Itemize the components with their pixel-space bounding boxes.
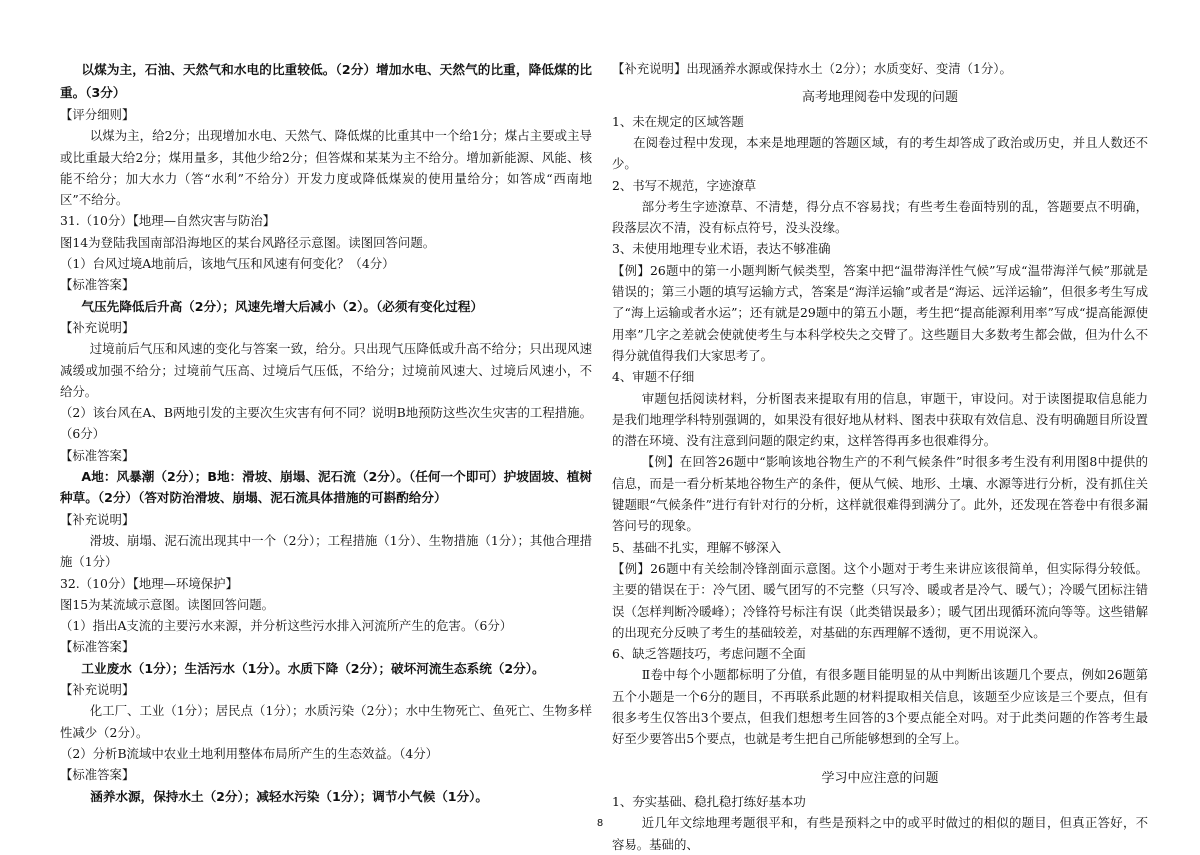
question-31-part-2: （2）该台风在A、B两地引发的主要次生灾害有何不同？说明B地预防这些次生灾害的工程措施。（6分） — [60, 405, 592, 442]
standard-answer-label: 【标准答案】 — [60, 767, 135, 783]
problem-2-title: 2、书写不规范，字迹潦草 — [612, 177, 757, 193]
question-32-part-1-answer: 工业废水（1分）；生活污水（1分）。水质下降（2分）；破坏河流生态系统（2分）。 — [81, 660, 545, 676]
question-32-part-1: （1）指出A支流的主要污水来源，并分析这些污水排入河流所产生的危害。（6分） — [60, 618, 513, 634]
standard-answer-label: 【标准答案】 — [60, 447, 135, 463]
problem-4-text-2: 【例】在回答26题中“影响该地谷物生产的不利气候条件”时很多考生没有利用图8中提供的信息，而是一看分析某地谷物生产的条件，便从气候、地形、土壤、水源等进行分析，没有抓住关键题眼“气候条件”进行有针对行的分析，这样就很难得到满分了。此外，还发现在答卷中有很多漏答问号的现象。 — [612, 454, 1148, 534]
standard-answer-label: 【标准答案】 — [60, 639, 135, 655]
left-column — [60, 58, 592, 807]
supplement-label: 【补充说明】 — [60, 682, 135, 698]
supplement-top: 【补充说明】出现涵养水源或保持水土（2分）；水质变好、变清（1分）。 — [612, 61, 1012, 76]
question-31-part-1-answer: 气压先降低后升高（2分）；风速先增大后减小（2）。（必须有变化过程） — [81, 298, 484, 314]
question-31-title: 31.（10分）【地理—自然灾害与防治】 — [60, 213, 276, 229]
question-31-stem: 图14为登陆我国南部沿海地区的某台风路径示意图。读图回答问题。 — [60, 234, 436, 250]
question-31-part-2-answer: A地：风暴潮（2分）；B地：滑坡、崩塌、泥石流（2分）。（任何一个即可）护坡固坡、植树种草。（2分）（答对防治滑坡、崩塌、泥石流具体措施的可斟酌给分） — [60, 469, 592, 506]
question-32-part-2-answer: 涵养水源，保持水土（2分）；减轻水污染（1分）；调节小气候（1分）。 — [90, 788, 489, 804]
right-column — [612, 58, 1148, 855]
problem-6-title: 6、缺乏答题技巧，考虑问题不全面 — [612, 646, 806, 662]
scoring-detail-text: 以煤为主，给2分；出现增加水电、天然气、降低煤的比重其中一个给1分；煤占主要或主导或比重最大给2分；煤用量多，其他少给2分；但答煤和某某为主不给分。增加新能源、风能、核能不给分；加大水力（答“水利”不给分）开发力度或降低煤炭的使用量给分；如答成“西南地区”不给分。 — [60, 128, 592, 208]
question-32-part-1-supplement: 化工厂、工业（1分）；居民点（1分）；水质污染（2分）；水中生物死亡、鱼死亡、生物多样性减少（2分）。 — [60, 703, 592, 740]
problem-4-title: 4、审题不仔细 — [612, 369, 695, 385]
problem-1-text: 在阅卷过程中发现，本来是地理题的答题区域，有的考生却答成了政治或历史，并且人数还不少。 — [612, 135, 1148, 172]
problem-6-text: Ⅱ卷中每个小题都标明了分值，有很多题目能明显的从中判断出该题几个要点，例如26题第五个小题是一个6分的题目，不再联系此题的材料提取相关信息，该题至少应该是三个要点，但有很多考生仅答出3个要点，但我们想想考生回答的3个要点能全对吗。对于此类问题的作答考生最好至少要答出5个要点，也就是考生把自己所能够想到的全写上。 — [612, 667, 1148, 747]
supplement-label: 【补充说明】 — [60, 511, 135, 527]
supplement-label: 【补充说明】 — [60, 319, 135, 335]
question-31-part-1: （1）台风过境A地前后，该地气压和风速有何变化？（4分） — [60, 256, 395, 272]
problem-4-text-1: 审题包括阅读材料，分析图表来提取有用的信息，审题干，审设问。对于读图提取信息能力是我们地理学科特别强调的，如果没有很好地从材料、图表中获取有效信息、没有明确题目所设置的潜在环境、没有注意到问题的限定约束，这样答得再多也很难得分。 — [612, 390, 1148, 449]
problem-3-title: 3、未使用地理专业术语，表达不够准确 — [612, 241, 831, 257]
question-31-part-1-supplement: 过境前后气压和风速的变化与答案一致，给分。只出现气压降低或升高不给分；只出现风速减缓或加强不给分；过境前气压高、过境后气压低，不给分；过境前风速大、过境后风速小，不给分。 — [60, 341, 592, 399]
answer-energy-structure: 以煤为主，石油、天然气和水电的比重较低。（2分）增加水电、天然气的比重，降低煤的比重。（3分） — [60, 62, 592, 100]
scoring-detail-label: 【评分细则】 — [60, 107, 135, 122]
question-32-part-2: （2）分析B流域中农业土地利用整体布局所产生的生态效益。（4分） — [60, 745, 438, 761]
problem-5-text: 【例】26题中有关绘制冷锋剖面示意图。这个小题对于考生来讲应该很简单，但实际得分较低。主要的错误在于：冷气团、暖气团写的不完整（只写冷、暖或者是冷气、暖气）；冷暖气团标注错误（怎样判断冷暖峰）；冷锋符号标注有误（此类错误最多）；暖气团出现循环流向等等。这些错解的出现充分反映了考生的基础较差，对基础的东西理解不透彻，更不用说深入。 — [612, 560, 1148, 640]
problem-5-title: 5、基础不扎实，理解不够深入 — [612, 539, 781, 555]
section-title-study-notes: 学习中应注意的问题 — [821, 770, 939, 786]
problem-2-text: 部分考生字迹潦草、不清楚，得分点不容易找；有些考生卷面特别的乱，答题要点不明确，段落层次不清，没有标点符号，没头没缘。 — [612, 198, 1148, 236]
problem-3-text: 【例】26题中的第一小题判断气候类型，答案中把“温带海洋性气候”写成“温带海洋气候”那就是错误的；第三小题的填写运输方式，答案是“海洋运输”或者是“海运、远洋运输”，但很多考生写成了“海上运输或者水运”；还有就是29题中的第五小题，考生把“提高能源利用率”写成“提高能源使用率”几字之差就会使就使考生与本科学校失之交臂了。这些题目大多数考生都会做，但为什么不得分就值得我们大家思考了。 — [612, 262, 1148, 363]
standard-answer-label: 【标准答案】 — [60, 277, 135, 293]
page-number: 8 — [596, 818, 604, 829]
problem-1-title: 1、未在规定的区域答题 — [612, 113, 744, 129]
question-31-part-2-supplement: 滑坡、崩塌、泥石流出现其中一个（2分）；工程措施（1分）、生物措施（1分）；其他合理措施（1分） — [60, 532, 592, 570]
study-note-1-title: 1、夯实基础、稳扎稳打练好基本功 — [612, 793, 806, 809]
question-32-title: 32.（10分）【地理—环境保护】 — [60, 575, 238, 591]
section-title-problems: 高考地理阅卷中发现的问题 — [801, 90, 958, 106]
question-32-stem: 图15为某流域示意图。读图回答问题。 — [60, 596, 275, 612]
study-note-1-text: 近几年文综地理考题很平和，有些是预料之中的或平时做过的相似的题目，但真正答好，不容易。基础的、 — [612, 815, 1148, 852]
